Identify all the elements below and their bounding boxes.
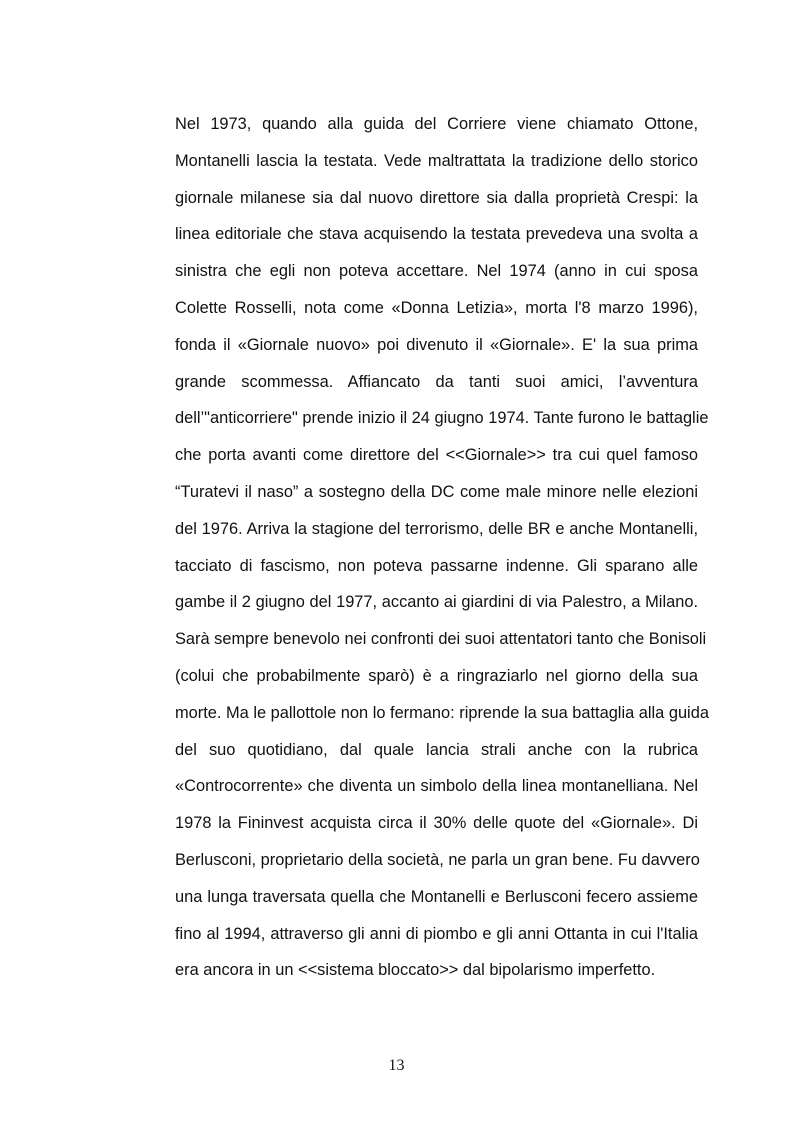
- text-line: grande scommessa. Affiancato da tanti suoi amici, l’avventura: [175, 372, 698, 391]
- body-paragraph: [175, 111, 709, 994]
- text-line: sinistra che egli non poteva accettare. Nel 1974 (anno in cui sposa: [175, 262, 698, 281]
- text-line: “Turatevi il naso” a sostegno della DC come male minore nelle elezioni: [175, 482, 698, 501]
- text-line: giornale milanese sia dal nuovo direttore sia dalla proprietà Crespi: la: [175, 188, 698, 207]
- text-line: tacciato di fascismo, non poteva passarne indenne. Gli sparano alle: [175, 556, 698, 575]
- page-number: 13: [388, 1057, 405, 1074]
- text-line: 1978 la Fininvest acquista circa il 30% delle quote del «Giornale». Di: [175, 814, 698, 833]
- text-line: gambe il 2 giugno del 1977, accanto ai giardini di via Palestro, a Milano.: [175, 593, 698, 612]
- text-line: Colette Rosselli, nota come «Donna Letizia», morta l'8 marzo 1996),: [175, 298, 698, 317]
- text-line: del 1976. Arriva la stagione del terrorismo, delle BR e anche Montanelli,: [175, 519, 698, 538]
- text-line: dell’"anticorriere" prende inizio il 24 giugno 1974. Tante furono le battaglie: [175, 409, 709, 428]
- text-line: «Controcorrente» che diventa un simbolo della linea montanelliana. Nel: [175, 777, 698, 796]
- text-line: fino al 1994, attraverso gli anni di piombo e gli anni Ottanta in cui l'Italia: [175, 924, 698, 943]
- text-line: Sarà sempre benevolo nei confronti dei suoi attentatori tanto che Bonisoli: [175, 630, 707, 649]
- text-line: fonda il «Giornale nuovo» poi divenuto il «Giornale». E' la sua prima: [175, 335, 698, 354]
- text-line: Berlusconi, proprietario della società, ne parla un gran bene. Fu davvero: [175, 850, 700, 869]
- text-line: Montanelli lascia la testata. Vede maltrattata la tradizione dello storico: [175, 151, 698, 170]
- text-line: era ancora in un <<sistema bloccato>> dal bipolarismo imperfetto.: [175, 961, 656, 980]
- text-line: una lunga traversata quella che Montanelli e Berlusconi fecero assieme: [175, 887, 698, 906]
- text-line: (colui che probabilmente sparò) è a ringraziarlo nel giorno della sua: [175, 666, 698, 685]
- text-line: che porta avanti come direttore del <<Giornale>> tra cui quel famoso: [175, 446, 698, 465]
- text-line: Nel 1973, quando alla guida del Corriere viene chiamato Ottone,: [175, 115, 698, 133]
- text-line: linea editoriale che stava acquisendo la testata prevedeva una svolta a: [175, 225, 698, 244]
- text-line: del suo quotidiano, dal quale lancia strali anche con la rubrica: [175, 740, 698, 759]
- text-line: morte. Ma le pallottole non lo fermano: riprende la sua battaglia alla guida: [175, 703, 709, 722]
